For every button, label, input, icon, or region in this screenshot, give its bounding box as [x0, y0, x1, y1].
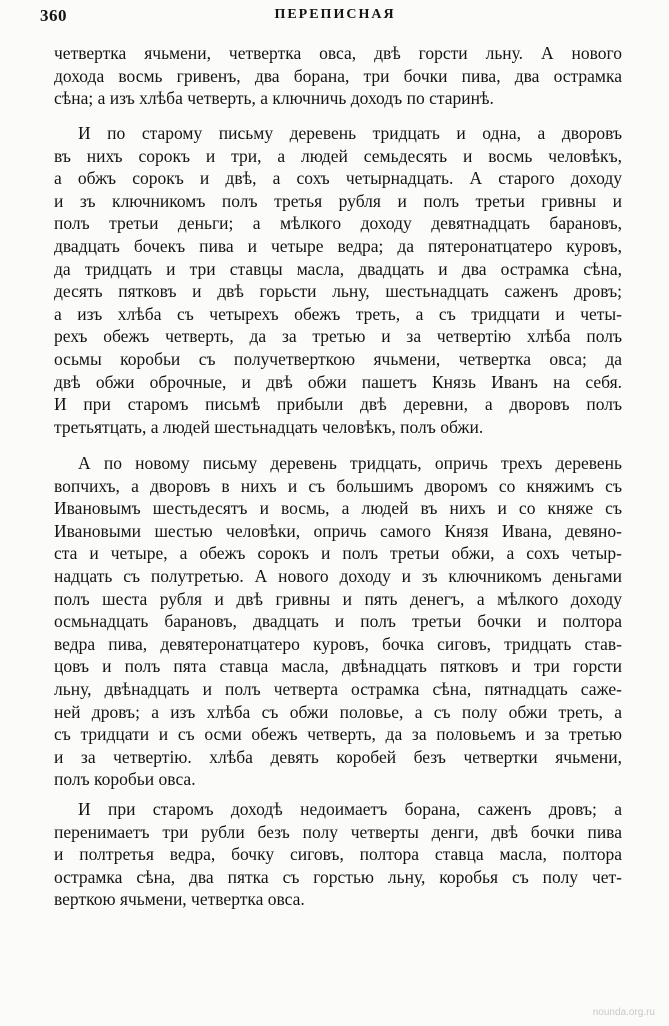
text-line: Ивановыми шестью человѣки, опричь самого Князя Ивана, девяно- [54, 520, 622, 541]
text-line: надцать съ полутретью. А нового доходу и зъ ключникомъ деньгами [54, 566, 622, 586]
text-line: ней дровъ; а изъ хлѣба съ обжи половье, а съ полу обжи треть, а [54, 701, 622, 722]
watermark: nounda.org.ru [592, 1007, 655, 1018]
text-line: И при старомъ доходѣ недоимаетъ борана, саженъ дровъ; а [78, 799, 622, 819]
text-line: сѣна; а изъ хлѣба четверть, а ключничь доходъ по старинѣ. [54, 88, 494, 109]
text-line: дохода восмь гривенъ, два борана, три бочки пива, два острамка [54, 65, 622, 86]
text-line: и за четвертію. хлѣба девять коробей безъ четвертки ячьмени, [54, 746, 622, 767]
text-line: И по старому письму деревень тридцать и одна, а дворовъ [78, 123, 622, 143]
text-line: двадцать бочекъ пива и четыре ведра; да пятеронатцатеро куровъ, [54, 236, 622, 256]
text-line: полъ шеста рубля и двѣ гривны и пять денегъ, а мѣлкого доходу [54, 588, 622, 609]
text-line: А по новому письму деревень тридцать, опричь трехъ деревень [78, 453, 622, 473]
text-line: цовъ и полъ пята ставца масла, двѣнадцать пятковъ и три горсти [54, 656, 622, 677]
text-line: а обжъ сорокъ и двѣ, а сохъ четырнадцать. А старого доходу [54, 168, 622, 189]
text-line: верткою ячьмени, четвертка овса. [54, 889, 305, 910]
text-line: полъ коробьи овса. [54, 769, 196, 790]
text-line: третьятцать, а людей шестьнадцать человѣкъ, полъ обжи. [54, 416, 484, 437]
text-line: льну, двѣнадцать и полъ четверта острамка сѣна, пятнадцать саже- [54, 679, 622, 699]
text-line: и зъ ключникомъ полъ третья рубля и полъ третьи гривны и [54, 190, 622, 211]
running-title: ПЕРЕПИСНАЯ [274, 7, 396, 22]
text-line: осьмы коробьи съ получетверткою ячьмени, четвертка овса; да [54, 349, 622, 369]
text-line: и полтретья ведра, бочку сиговъ, полтора ставца масла, полтора [54, 844, 622, 865]
page-number: 360 [40, 6, 67, 25]
text-line: Ивановымъ шестьдесятъ и восмь, а людей въ нихъ и со княже съ [54, 498, 622, 519]
text-line: перенимаетъ три рубли безъ полу четверты денги, двѣ бочки пива [54, 821, 622, 842]
page-header [40, 6, 630, 30]
text-line: да тридцать и три ставцы масла, двадцать и два острамка сѣна, [54, 258, 622, 279]
text-line: четвертка ячьмени, четвертка овса, двѣ горсти льну. А нового [54, 43, 622, 63]
text-line: острамка сѣна, два пятка съ горстью льну, коробья съ полу чет- [54, 866, 622, 887]
text-line: десять пятковъ и двѣ горьсти льну, шестьнадцать саженъ дровъ; [54, 281, 622, 302]
text-line: ста и четыре, а обежъ сорокъ и полъ третьи обжи, а сохъ четыр- [54, 543, 622, 564]
text-line: вопчихъ, а дворовъ в нихъ и съ большимъ дворомъ со княжимъ съ [54, 475, 622, 496]
text-line: двѣ обжи оброчные, и двѣ обжи пашетъ Князь Иванъ на себя. [54, 371, 622, 392]
text-line: ведра пива, девятеронатцатеро куровъ, бочка сиговъ, тридцать став- [54, 633, 622, 654]
text-line: осмьнадцать барановъ, двадцать и полъ третьи бочки и полтора [54, 611, 622, 632]
text-line: а изъ хлѣба съ четырехъ обежъ треть, а съ тридцати и четы- [54, 303, 622, 324]
text-line: И при старомъ письмѣ прибыли двѣ деревни, а дворовъ полъ [54, 394, 622, 415]
text-line: въ нихъ сорокъ и три, а людей семьдесять и восмь человѣкъ, [54, 145, 622, 166]
text-line: съ тридцати и съ осми обежъ четверть, да за половьемъ и за третью [54, 724, 622, 745]
text-line: рехъ обежъ четверть, да за третью и за четвертію хлѣба полъ [54, 326, 622, 347]
text-line: полъ третьи деньги; а мѣлкого доходу девятнадцать барановъ, [54, 213, 622, 234]
